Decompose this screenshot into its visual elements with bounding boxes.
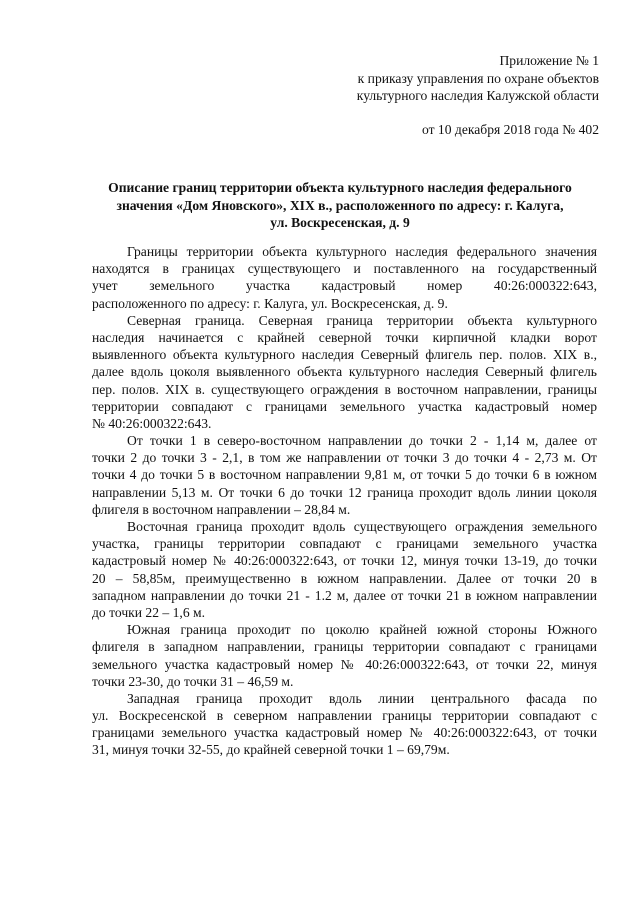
text-line: Западная граница проходит вдоль линии центрального фасада по <box>127 690 597 706</box>
text-line: точки 23-30, до точки 31 – 46,59 м. <box>92 673 294 689</box>
paragraph-east-boundary <box>92 518 597 621</box>
title-line: ул. Воскресенская, д. 9 <box>270 215 410 231</box>
paragraph-north-points <box>92 432 597 518</box>
appendix-authority: культурного наследия Калужской области <box>356 88 599 103</box>
title-line: значения «Дом Яновского», XIX в., расположенного по адресу: г. Калуга, <box>116 197 564 213</box>
text-line: От точки 1 в северо-восточном направлении до точки 2 - 1,14 м, далее от <box>127 433 597 449</box>
document-title <box>60 179 620 232</box>
text-line: наследия начинается с крайней северной точки кирпичной кладки ворот <box>92 329 597 345</box>
text-line: Восточная граница проходит вдоль существующего ограждения земельного <box>127 519 597 534</box>
title-line: Описание границ территории объекта культурного наследия федерального <box>108 180 572 195</box>
appendix-order-reference: к приказу управления по охране объектов <box>357 70 599 86</box>
text-line: западном направлении до точки 21 - 1.2 м, далее от точки 21 в южном направлении <box>92 587 597 603</box>
text-line: Северная граница. Северная граница территории объекта культурного <box>127 312 597 328</box>
paragraph-general <box>92 243 597 312</box>
document-body <box>92 243 597 759</box>
text-line: участка, границы территории совпадают с границами земельного участка <box>92 536 597 552</box>
text-line: 20 – 58,85м, преимущественно в южном направлении. Далее от точки 20 в <box>92 570 597 586</box>
text-line: флигеля в восточном направлении – 28,84 м. <box>92 501 351 517</box>
text-line: далее вдоль цоколя выявленного объекта культурного наследия Северный флигель <box>92 364 597 380</box>
paragraph-west-boundary <box>92 690 597 759</box>
text-line: точки 2 до точки 3 - 2,1, в том же направлении от точки 3 до точки 4 - 2,73 м. От <box>92 450 597 466</box>
text-line: Границы территории объекта культурного наследия федерального значения <box>127 244 597 259</box>
text-line: ул. Воскресенской в северном направлении границы территории совпадают с <box>92 708 597 724</box>
paragraph-north-boundary <box>92 312 597 432</box>
text-line: расположенного по адресу: г. Калуга, ул. Воскресенская, д. 9. <box>92 295 448 311</box>
text-line: направлении 5,13 м. От точки 6 до точки 12 граница проходит вдоль линии цоколя <box>92 484 597 500</box>
appendix-header <box>279 52 599 105</box>
order-date-number: от 10 декабря 2018 года № 402 <box>421 122 599 137</box>
appendix-number: Приложение № 1 <box>499 53 599 68</box>
text-line: кадастровый номер № 40:26:000322:643, от точки 12, минуя точки 13-19, до точки <box>92 553 597 569</box>
text-line: учет земельного участка кадастровый номер 40:26:000322:643, <box>92 278 597 294</box>
paragraph-south-boundary <box>92 621 597 690</box>
text-line: флигеля в западном направлении, границы территории совпадают с границами <box>92 639 597 655</box>
text-line: Южная граница проходит по цоколю крайней южной стороны Южного <box>127 622 597 638</box>
text-line: земельного участка кадастровый номер № 40:26:000322:643, от точки 22, минуя <box>92 656 597 672</box>
text-line: 31, минуя точки 32-55, до крайней северной точки 1 – 69,79м. <box>92 742 450 758</box>
text-line: выявленного объекта культурного наследия Северный флигель пер. полов. XIX в., <box>92 347 597 363</box>
text-line: пер. полов. XIX в. существующего ограждения в восточном направлении, границы <box>92 381 597 397</box>
text-line: точки 4 до точки 5 в восточном направлении 9,81 м, от точки 5 до точки 6 в южном <box>92 467 597 483</box>
text-line: находятся в границах существующего и поставленного на государственный <box>92 261 597 277</box>
text-line: границами земельного участка кадастровый номер № 40:26:000322:643, от точки <box>92 725 597 741</box>
text-line: территории совпадают с границами земельного участка кадастровый номер <box>92 398 597 414</box>
text-line: № 40:26:000322:643. <box>92 415 212 431</box>
text-line: до точки 22 – 1,6 м. <box>92 604 206 620</box>
